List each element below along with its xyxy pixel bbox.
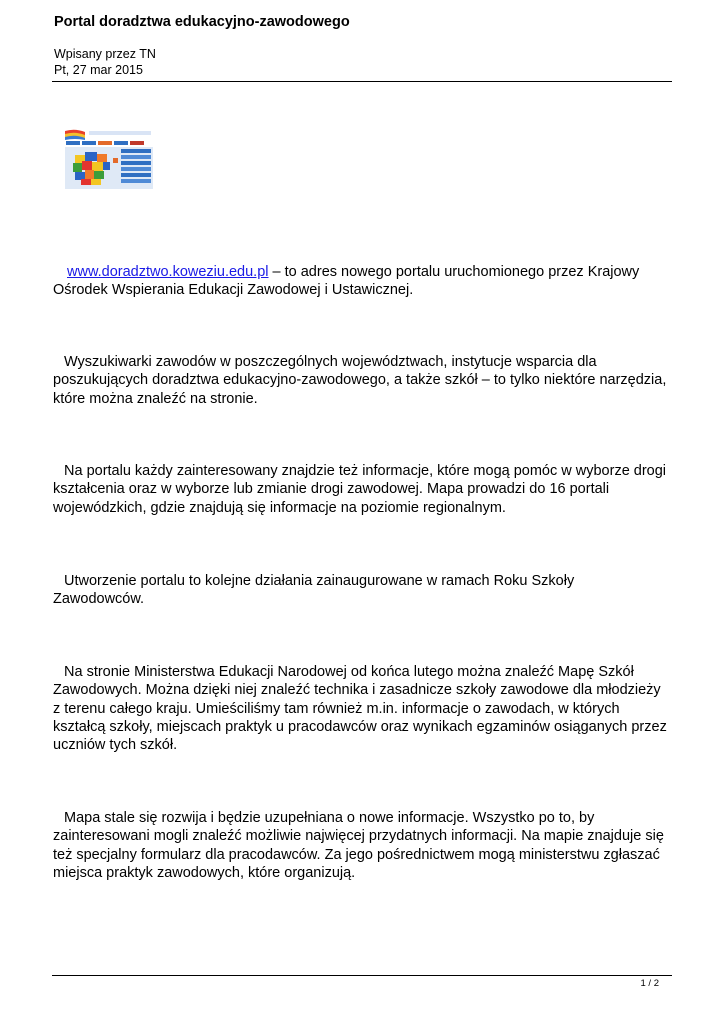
paragraph-line: Mapa stale się rozwija i będzie uzupełniana o nowe informacje. Wszystko po to, by <box>64 810 595 826</box>
paragraph-line: które można znaleźć na stronie. <box>53 390 258 407</box>
paragraph-line: poszukujących doradztwa edukacyjno-zawodowego, a także szkół – to tylko niektóre narzędzia, <box>53 372 667 389</box>
paragraph-portal-address <box>53 263 678 300</box>
paragraph-line: uczniów tych szkół. <box>53 737 178 754</box>
paragraph-line: wojewódzkich, gdzie znajdują się informacje na poziomie regionalnym. <box>53 499 506 516</box>
paragraph-line: Zawodowych. Można dzięki niej znaleźć technika i zasadnicze szkoły zawodowe dla młodzieży <box>53 682 661 699</box>
paragraph-line: kształcą szkoły, miejscach praktyk u pracodawców oraz wynikach egzaminów osiąganych przez <box>53 718 667 735</box>
paragraph-line: kształcenia oraz w wyborze lub zmianie drogi zawodowej. Mapa prowadzi do 16 portali <box>53 481 610 498</box>
author-line: Wpisany przez TN <box>54 47 156 61</box>
paragraph-line: miejsca praktyk zawodowych, które organizują. <box>53 864 356 881</box>
paragraph-portal-info <box>53 462 678 517</box>
paragraph-line: z terenu całego kraju. Umieściliśmy tam również m.in. informacje o zawodach, w których <box>53 700 620 717</box>
page-number: 1 / 2 <box>640 978 659 989</box>
article-meta <box>54 46 156 78</box>
paragraph-ministry-map <box>53 663 678 754</box>
portal-link[interactable]: www.doradztwo.koweziu.edu.pl <box>67 264 269 280</box>
paragraph-line: Na portalu każdy zainteresowany znajdzie też informacje, które mogą pomóc w wyborze drogi <box>64 463 667 479</box>
portal-screenshot-thumbnail <box>63 128 156 191</box>
paragraph-year-of-vocational-school <box>53 572 678 609</box>
page-title: Portal doradztwa edukacyjno-zawodowego <box>54 14 350 30</box>
paragraph-line: Zawodowców. <box>53 591 145 608</box>
paragraph-line: Wyszukiwarki zawodów w poszczególnych województwach, instytucje wsparcia dla <box>64 354 597 370</box>
paragraph-line <box>53 263 678 281</box>
paragraph-line: też specjalny formularz dla pracodawców. Za jego pośrednictwem mogą ministerstwu zgłaszać <box>53 846 660 863</box>
paragraph-line: Na stronie Ministerstwa Edukacji Narodowej od końca lutego można znaleźć Mapę Szkół <box>64 664 634 680</box>
paragraph-text: – to adres nowego portalu uruchomionego przez Krajowy <box>268 264 640 280</box>
header-divider <box>52 81 672 82</box>
paragraph-search-tools <box>53 353 678 408</box>
footer-divider <box>52 975 672 976</box>
date-line: Pt, 27 mar 2015 <box>54 63 143 77</box>
paragraph-map-development <box>53 809 678 882</box>
paragraph-line: zainteresowani mogli znaleźć możliwie najwięcej przydatnych informacji. Na mapie znajduje się <box>53 828 664 845</box>
paragraph-line: Utworzenie portalu to kolejne działania zainaugurowane w ramach Roku Szkoły <box>64 573 575 589</box>
paragraph-line: Ośrodek Wspierania Edukacji Zawodowej i Ustawicznej. <box>53 282 414 299</box>
